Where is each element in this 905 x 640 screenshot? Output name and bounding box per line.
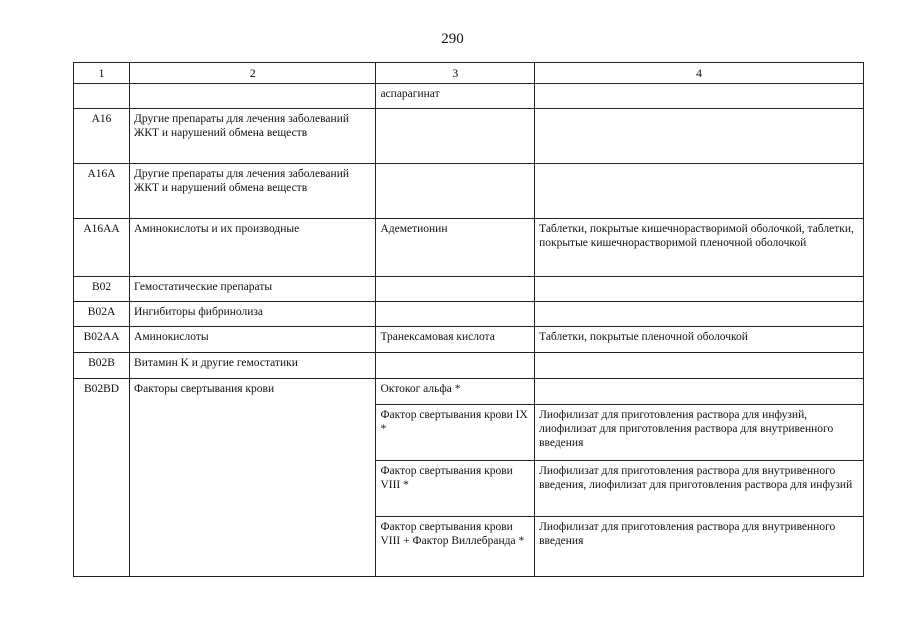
dosage-form-cell: Таблетки, покрытые кишечнорастворимой оболочкой, таблетки, покрытые кишечнорастворимой пленочной оболочкой <box>535 219 864 277</box>
atc-code-cell: B02A <box>74 302 130 327</box>
dosage-form-cell <box>535 277 864 302</box>
drug-name-cell <box>376 277 535 302</box>
drug-name-cell: аспарагинат <box>376 84 535 109</box>
group-name-cell: Другие препараты для лечения заболеваний ЖКТ и нарушений обмена веществ <box>130 164 376 219</box>
column-header: 1 <box>74 63 130 84</box>
table-row <box>74 84 864 109</box>
group-name-cell: Другие препараты для лечения заболеваний ЖКТ и нарушений обмена веществ <box>130 109 376 164</box>
column-header: 2 <box>130 63 376 84</box>
group-name-cell: Факторы свертывания крови <box>130 379 376 577</box>
atc-code-cell: A16A <box>74 164 130 219</box>
drug-name-cell: Октоког альфа * <box>376 379 535 405</box>
drug-name-cell: Транексамовая кислота <box>376 327 535 353</box>
atc-code-cell: A16 <box>74 109 130 164</box>
group-name-cell <box>130 84 376 109</box>
dosage-form-cell <box>535 84 864 109</box>
dosage-form-cell <box>535 302 864 327</box>
drug-table <box>73 62 864 577</box>
drug-name-cell <box>376 302 535 327</box>
atc-code-cell: B02BD <box>74 379 130 577</box>
table-row <box>74 327 864 353</box>
dosage-form-cell <box>535 164 864 219</box>
group-name-cell: Ингибиторы фибринолиза <box>130 302 376 327</box>
drug-name-cell: Фактор свертывания крови VIII + Фактор Виллебранда * <box>376 517 535 577</box>
table-row <box>74 109 864 164</box>
atc-code-cell: A16AA <box>74 219 130 277</box>
group-name-cell: Аминокислоты <box>130 327 376 353</box>
drug-name-cell: Фактор свертывания крови IX * <box>376 405 535 461</box>
atc-code-cell: B02AA <box>74 327 130 353</box>
drug-name-cell <box>376 353 535 379</box>
dosage-form-cell: Лиофилизат для приготовления раствора для внутривенного введения <box>535 517 864 577</box>
column-header: 3 <box>376 63 535 84</box>
atc-code-cell <box>74 84 130 109</box>
table-row <box>74 302 864 327</box>
table-row <box>74 353 864 379</box>
page-number: 290 <box>441 31 464 47</box>
atc-code-cell: B02B <box>74 353 130 379</box>
group-name-cell: Витамин K и другие гемостатики <box>130 353 376 379</box>
dosage-form-cell <box>535 379 864 405</box>
table-row <box>74 379 864 405</box>
group-name-cell: Гемостатические препараты <box>130 277 376 302</box>
dosage-form-cell: Лиофилизат для приготовления раствора для внутривенного введения, лиофилизат для приготовления раствора для инфузий <box>535 461 864 517</box>
drug-name-cell: Фактор свертывания крови VIII * <box>376 461 535 517</box>
table-row <box>74 277 864 302</box>
dosage-form-cell: Таблетки, покрытые пленочной оболочкой <box>535 327 864 353</box>
table-row <box>74 164 864 219</box>
drug-name-cell <box>376 109 535 164</box>
group-name-cell: Аминокислоты и их производные <box>130 219 376 277</box>
drug-name-cell <box>376 164 535 219</box>
dosage-form-cell <box>535 109 864 164</box>
table-row <box>74 219 864 277</box>
dosage-form-cell <box>535 353 864 379</box>
atc-code-cell: B02 <box>74 277 130 302</box>
drug-name-cell: Адеметионин <box>376 219 535 277</box>
table-header-row <box>74 63 864 84</box>
column-header: 4 <box>535 63 864 84</box>
dosage-form-cell: Лиофилизат для приготовления раствора для инфузий, лиофилизат для приготовления раствора для внутривенного введения <box>535 405 864 461</box>
